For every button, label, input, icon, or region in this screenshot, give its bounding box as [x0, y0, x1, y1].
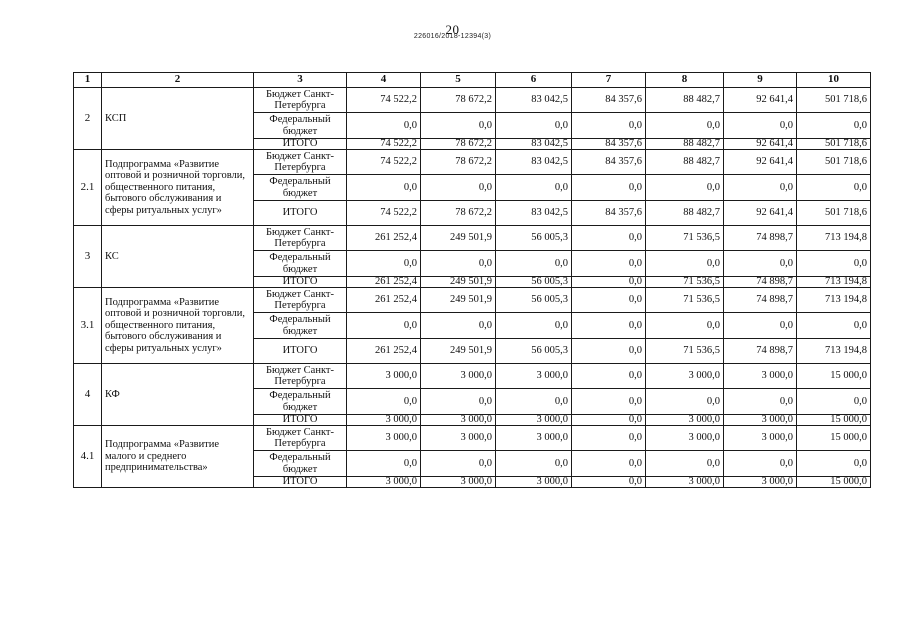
total-value-cell: 0,0 [797, 251, 871, 277]
value-cell: 3 000,0 [421, 477, 496, 488]
section-name: КС [102, 226, 254, 288]
value-cell: 249 501,9 [421, 339, 496, 364]
value-cell: 3 000,0 [646, 415, 724, 426]
value-cell: 0,0 [496, 451, 572, 477]
column-header: 3 [254, 73, 347, 88]
value-cell: 0,0 [496, 251, 572, 277]
value-cell: 84 357,6 [572, 201, 646, 226]
value-cell: 0,0 [421, 451, 496, 477]
value-cell: 261 252,4 [347, 339, 421, 364]
value-cell: 3 000,0 [421, 415, 496, 426]
value-cell: 0,0 [646, 251, 724, 277]
value-cell: 88 482,7 [646, 150, 724, 175]
funding-source: Федеральный бюджет [254, 313, 347, 339]
column-header: 9 [724, 73, 797, 88]
value-cell: 0,0 [496, 113, 572, 139]
total-value-cell: 15 000,0 [797, 415, 871, 426]
total-value-cell: 713 194,8 [797, 277, 871, 288]
value-cell: 0,0 [646, 175, 724, 201]
value-cell: 0,0 [347, 389, 421, 415]
value-cell: 78 672,2 [421, 88, 496, 113]
budget-row-spb [74, 226, 871, 251]
value-cell: 74 898,7 [724, 288, 797, 313]
section-name: Подпрограмма «Развитие малого и среднего предпринимательства» [102, 426, 254, 488]
value-cell: 0,0 [347, 251, 421, 277]
funding-source: Бюджет Санкт-Петербурга [254, 288, 347, 313]
budget-row-spb [74, 426, 871, 451]
section-number: 4 [74, 364, 102, 426]
value-cell: 84 357,6 [572, 88, 646, 113]
budget-row-spb [74, 288, 871, 313]
value-cell: 88 482,7 [646, 201, 724, 226]
funding-source: ИТОГО [254, 201, 347, 226]
total-value-cell: 713 194,8 [797, 288, 871, 313]
value-cell: 71 536,5 [646, 288, 724, 313]
value-cell: 88 482,7 [646, 139, 724, 150]
value-cell: 3 000,0 [724, 426, 797, 451]
value-cell: 0,0 [724, 451, 797, 477]
value-cell: 3 000,0 [646, 364, 724, 389]
value-cell: 0,0 [572, 451, 646, 477]
section-number: 3 [74, 226, 102, 288]
value-cell: 56 005,3 [496, 226, 572, 251]
value-cell: 3 000,0 [724, 364, 797, 389]
value-cell: 0,0 [572, 313, 646, 339]
value-cell: 56 005,3 [496, 277, 572, 288]
value-cell: 249 501,9 [421, 288, 496, 313]
value-cell: 3 000,0 [496, 426, 572, 451]
value-cell: 0,0 [347, 451, 421, 477]
value-cell: 3 000,0 [646, 477, 724, 488]
total-value-cell: 15 000,0 [797, 477, 871, 488]
budget-row-spb [74, 150, 871, 175]
funding-source: Федеральный бюджет [254, 389, 347, 415]
value-cell: 83 042,5 [496, 88, 572, 113]
value-cell: 0,0 [496, 175, 572, 201]
value-cell: 3 000,0 [347, 477, 421, 488]
column-header: 6 [496, 73, 572, 88]
table-body [74, 88, 871, 488]
total-value-cell: 15 000,0 [797, 426, 871, 451]
value-cell: 0,0 [646, 313, 724, 339]
section-number: 2.1 [74, 150, 102, 226]
value-cell: 0,0 [496, 313, 572, 339]
funding-source: Бюджет Санкт-Петербурга [254, 426, 347, 451]
column-header: 10 [797, 73, 871, 88]
value-cell: 3 000,0 [347, 415, 421, 426]
value-cell: 74 522,2 [347, 201, 421, 226]
value-cell: 0,0 [646, 451, 724, 477]
value-cell: 78 672,2 [421, 150, 496, 175]
value-cell: 0,0 [347, 313, 421, 339]
budget-row-spb [74, 364, 871, 389]
value-cell: 74 522,2 [347, 139, 421, 150]
total-value-cell: 501 718,6 [797, 88, 871, 113]
value-cell: 56 005,3 [496, 339, 572, 364]
value-cell: 0,0 [724, 313, 797, 339]
funding-source: Федеральный бюджет [254, 251, 347, 277]
value-cell: 71 536,5 [646, 277, 724, 288]
value-cell: 83 042,5 [496, 201, 572, 226]
value-cell: 92 641,4 [724, 150, 797, 175]
funding-source: Бюджет Санкт-Петербурга [254, 88, 347, 113]
page-number: 20 [445, 22, 460, 37]
value-cell: 78 672,2 [421, 201, 496, 226]
value-cell: 84 357,6 [572, 139, 646, 150]
funding-source: Федеральный бюджет [254, 451, 347, 477]
total-value-cell: 713 194,8 [797, 339, 871, 364]
total-value-cell: 501 718,6 [797, 201, 871, 226]
funding-source: ИТОГО [254, 477, 347, 488]
value-cell: 92 641,4 [724, 139, 797, 150]
total-value-cell: 713 194,8 [797, 226, 871, 251]
value-cell: 0,0 [572, 426, 646, 451]
value-cell: 0,0 [347, 113, 421, 139]
total-value-cell: 501 718,6 [797, 150, 871, 175]
funding-source: Федеральный бюджет [254, 175, 347, 201]
funding-source: Федеральный бюджет [254, 113, 347, 139]
total-value-cell: 15 000,0 [797, 364, 871, 389]
budget-table [73, 72, 871, 488]
funding-source: ИТОГО [254, 139, 347, 150]
column-header: 2 [102, 73, 254, 88]
value-cell: 0,0 [572, 477, 646, 488]
value-cell: 0,0 [572, 389, 646, 415]
budget-row-spb [74, 88, 871, 113]
value-cell: 0,0 [646, 113, 724, 139]
funding-source: ИТОГО [254, 415, 347, 426]
value-cell: 261 252,4 [347, 277, 421, 288]
section-number: 3.1 [74, 288, 102, 364]
column-header: 5 [421, 73, 496, 88]
value-cell: 83 042,5 [496, 150, 572, 175]
value-cell: 261 252,4 [347, 226, 421, 251]
value-cell: 71 536,5 [646, 339, 724, 364]
value-cell: 3 000,0 [421, 364, 496, 389]
value-cell: 0,0 [421, 389, 496, 415]
column-header: 8 [646, 73, 724, 88]
section-name: Подпрограмма «Развитие оптовой и розничной торговли, общественного питания, бытового обслуживания и сферы ритуальных услуг» [102, 288, 254, 364]
section-number: 2 [74, 88, 102, 150]
value-cell: 261 252,4 [347, 288, 421, 313]
value-cell: 0,0 [724, 251, 797, 277]
section-number: 4.1 [74, 426, 102, 488]
value-cell: 0,0 [421, 175, 496, 201]
value-cell: 3 000,0 [646, 426, 724, 451]
value-cell: 74 898,7 [724, 277, 797, 288]
value-cell: 0,0 [572, 339, 646, 364]
value-cell: 84 357,6 [572, 150, 646, 175]
value-cell: 83 042,5 [496, 139, 572, 150]
value-cell: 74 522,2 [347, 88, 421, 113]
value-cell: 56 005,3 [496, 288, 572, 313]
value-cell: 74 898,7 [724, 226, 797, 251]
value-cell: 74 898,7 [724, 339, 797, 364]
value-cell: 3 000,0 [724, 415, 797, 426]
value-cell: 3 000,0 [724, 477, 797, 488]
value-cell: 3 000,0 [347, 426, 421, 451]
value-cell: 0,0 [572, 277, 646, 288]
value-cell: 0,0 [724, 113, 797, 139]
funding-source: Бюджет Санкт-Петербурга [254, 226, 347, 251]
value-cell: 0,0 [421, 313, 496, 339]
value-cell: 0,0 [572, 226, 646, 251]
value-cell: 3 000,0 [496, 477, 572, 488]
total-value-cell: 0,0 [797, 113, 871, 139]
value-cell: 71 536,5 [646, 226, 724, 251]
value-cell: 3 000,0 [496, 415, 572, 426]
section-name: Подпрограмма «Развитие оптовой и розничной торговли, общественного питания, бытового обслуживания и сферы ритуальных услуг» [102, 150, 254, 226]
value-cell: 0,0 [646, 389, 724, 415]
column-header: 4 [347, 73, 421, 88]
value-cell: 0,0 [572, 251, 646, 277]
value-cell: 0,0 [572, 415, 646, 426]
value-cell: 3 000,0 [347, 364, 421, 389]
funding-source: Бюджет Санкт-Петербурга [254, 364, 347, 389]
value-cell: 0,0 [572, 113, 646, 139]
total-value-cell: 0,0 [797, 175, 871, 201]
value-cell: 74 522,2 [347, 150, 421, 175]
total-value-cell: 0,0 [797, 451, 871, 477]
funding-source: ИТОГО [254, 339, 347, 364]
value-cell: 78 672,2 [421, 139, 496, 150]
value-cell: 0,0 [572, 175, 646, 201]
value-cell: 0,0 [572, 288, 646, 313]
column-header: 7 [572, 73, 646, 88]
value-cell: 0,0 [572, 364, 646, 389]
funding-source: Бюджет Санкт-Петербурга [254, 150, 347, 175]
value-cell: 0,0 [421, 113, 496, 139]
column-header: 1 [74, 73, 102, 88]
table-header-row [74, 73, 871, 88]
value-cell: 0,0 [496, 389, 572, 415]
value-cell: 92 641,4 [724, 201, 797, 226]
document-code: 226016/2018-12394(3) [413, 33, 492, 40]
value-cell: 249 501,9 [421, 277, 496, 288]
section-name: КСП [102, 88, 254, 150]
value-cell: 88 482,7 [646, 88, 724, 113]
value-cell: 92 641,4 [724, 88, 797, 113]
value-cell: 0,0 [347, 175, 421, 201]
funding-source: ИТОГО [254, 277, 347, 288]
value-cell: 0,0 [724, 175, 797, 201]
total-value-cell: 0,0 [797, 313, 871, 339]
value-cell: 3 000,0 [421, 426, 496, 451]
value-cell: 0,0 [421, 251, 496, 277]
section-name: КФ [102, 364, 254, 426]
total-value-cell: 501 718,6 [797, 139, 871, 150]
total-value-cell: 0,0 [797, 389, 871, 415]
value-cell: 0,0 [724, 389, 797, 415]
value-cell: 249 501,9 [421, 226, 496, 251]
value-cell: 3 000,0 [496, 364, 572, 389]
